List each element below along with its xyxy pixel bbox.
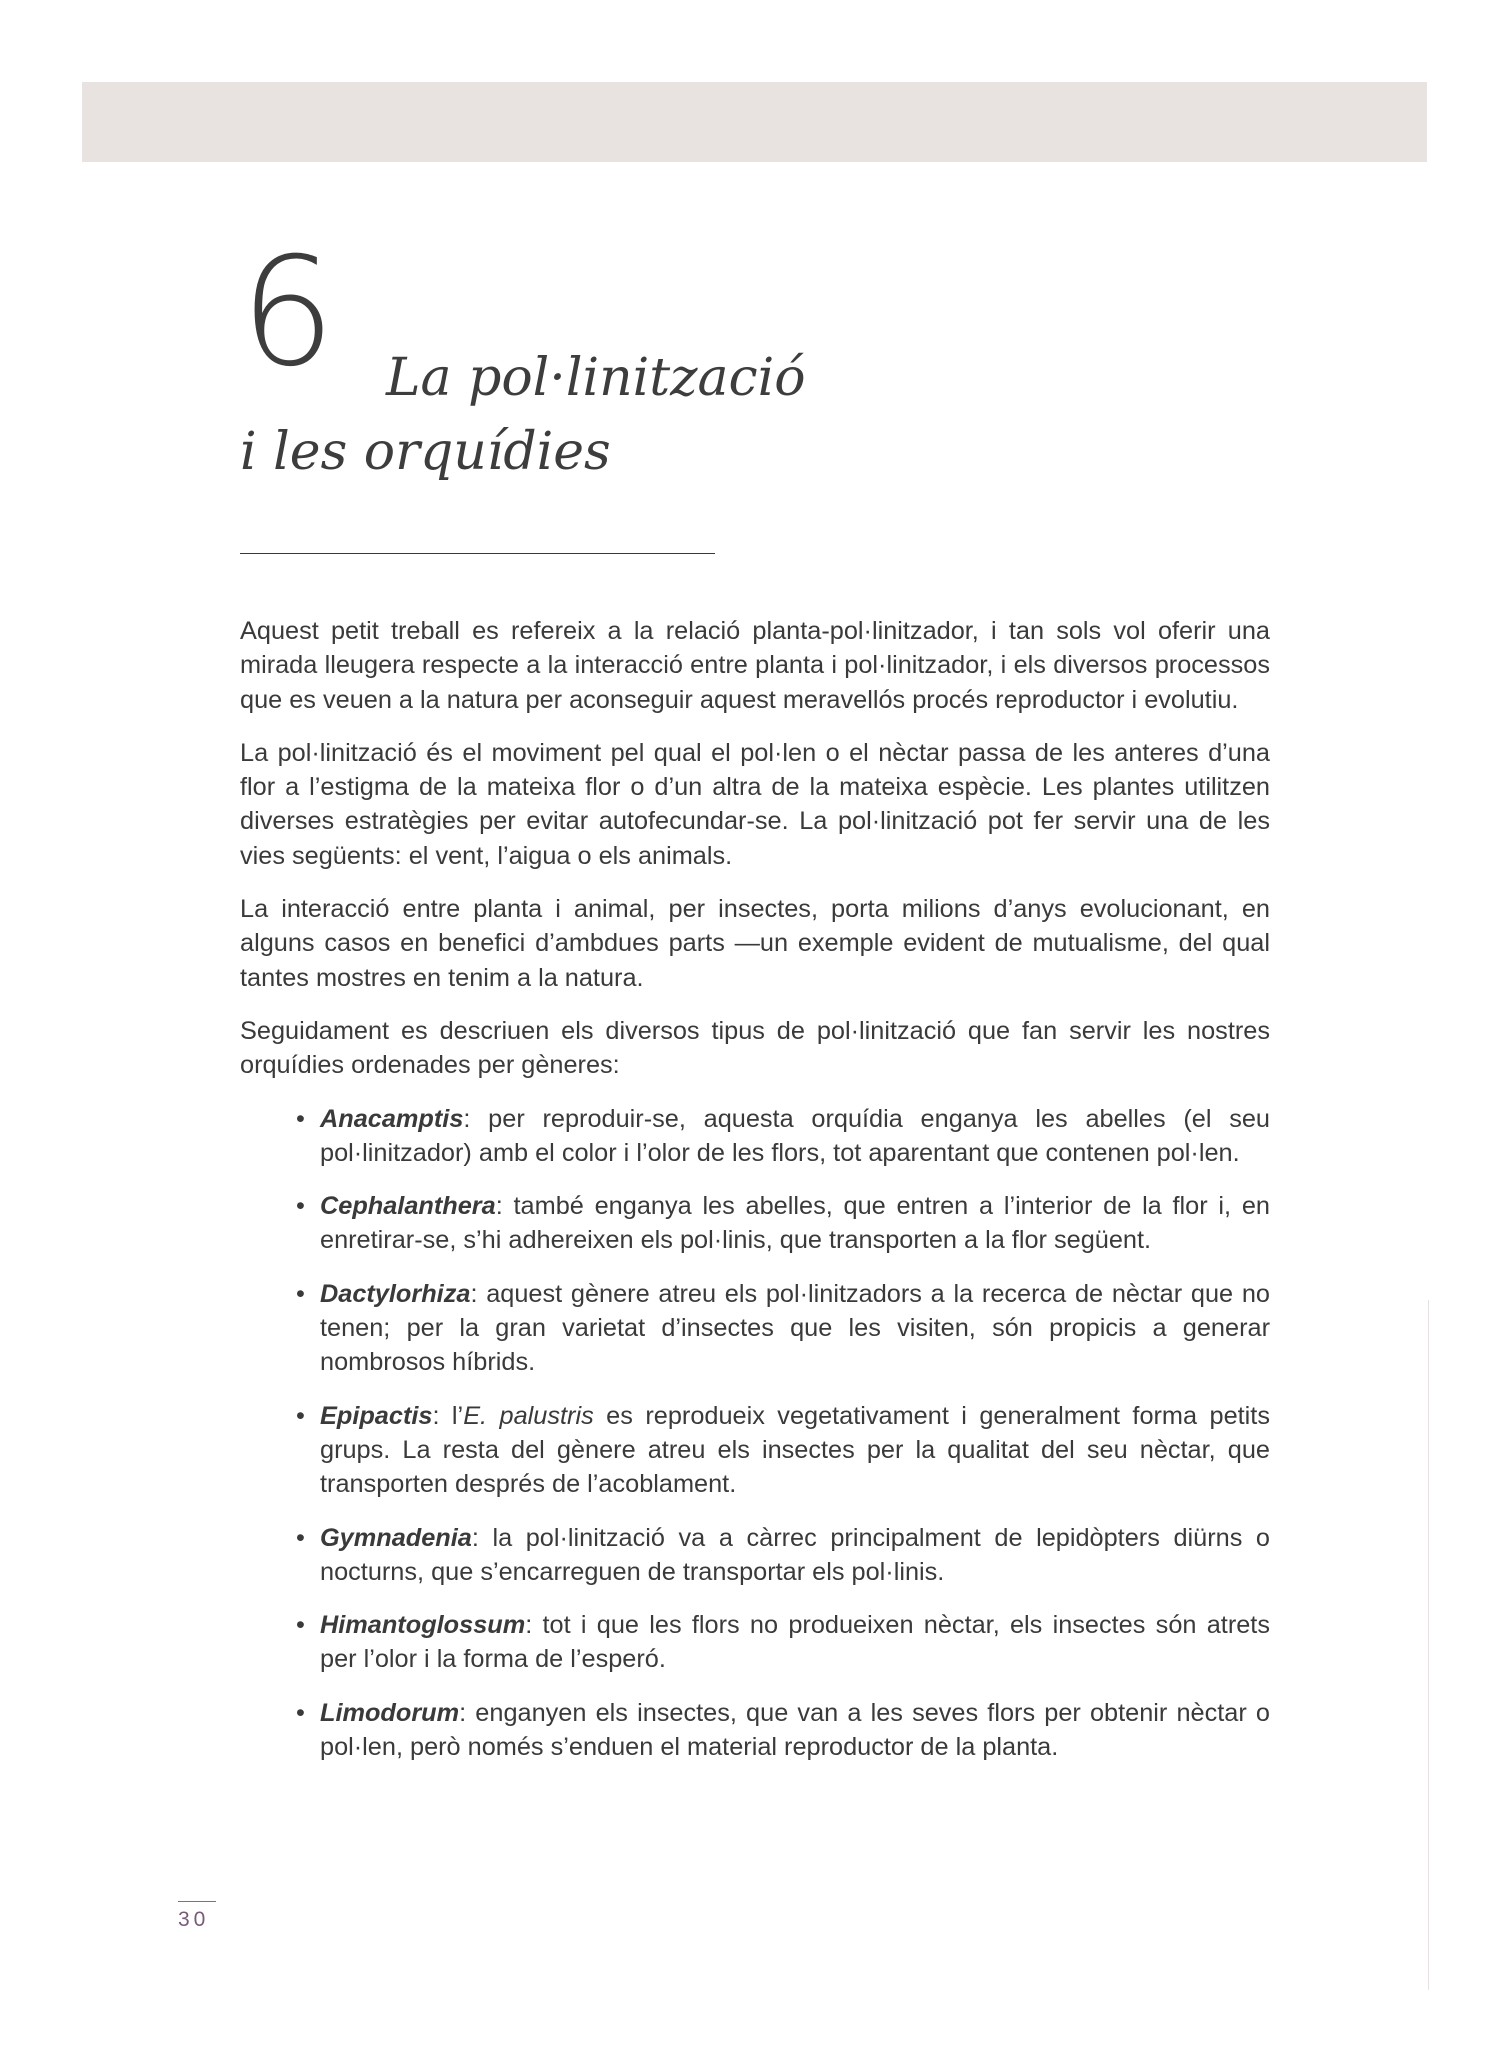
genus-name: Himantoglossum xyxy=(320,1611,526,1640)
genus-description: : per reproduir-se, aquesta orquídia enganya les abelles (el seu pol·linitzador) amb el color i l’olor de les flors, tot aparentant que contenen pol·len. xyxy=(320,1104,1270,1167)
list-item xyxy=(296,1189,1270,1258)
bullet-icon: • xyxy=(296,1523,305,1552)
genus-name: Cephalanthera xyxy=(320,1192,496,1221)
definition-paragraph: La pol·linització és el moviment pel qual el pol·len o el nèctar passa de les anteres d’una flor a l’estigma de la mateixa flor o d’un altra de la mateixa espècie. Les plantes utilitzen diverses estratègies per evitar autofecundar-se. La pol·linització pot fer servir una de les vies següents: el vent, l’aigua o els animals. xyxy=(240,738,1270,870)
chapter-number: 6 xyxy=(240,226,334,400)
genus-description: : també enganya les abelles, que entren a l’interior de la flor i, en enretirar-se, s’hi adhereixen els pol·linis, que transporten a la flor següent. xyxy=(320,1192,1270,1255)
genus-description: es reprodueix vegetativament i generalment forma petits grups. La resta del gènere atreu els insectes per la qualitat del seu nèctar, que transporten després de l’acoblament. xyxy=(320,1401,1270,1499)
genus-description: : enganyen els insectes, que van a les seves flors per obtenir nèctar o pol·len, però només s’enduen el material reproductor de la planta. xyxy=(320,1698,1270,1762)
genus-name: Limodorum xyxy=(320,1698,460,1727)
bullet-icon: • xyxy=(296,1279,305,1308)
margin-rule xyxy=(1428,1300,1429,1990)
genus-name: Gymnadenia xyxy=(320,1523,472,1552)
page-number: 30 xyxy=(178,1908,210,1931)
bullet-icon: • xyxy=(296,1698,305,1727)
list-item xyxy=(296,1696,1270,1765)
header-band xyxy=(82,82,1427,162)
chapter-title-line1: La pol·linització xyxy=(386,348,806,408)
list-item xyxy=(296,1102,1270,1171)
species-name: E. palustris xyxy=(463,1401,594,1430)
list-item xyxy=(296,1521,1270,1590)
title-underline xyxy=(240,553,715,554)
bullet-icon: • xyxy=(296,1401,305,1430)
genus-name: Epipactis xyxy=(320,1401,433,1430)
genus-description: : tot i que les flors no produeixen nèctar, els insectes són atrets per l’olor i la forma de l’esperó. xyxy=(320,1611,1270,1674)
bullet-icon: • xyxy=(296,1192,305,1221)
genera-list xyxy=(240,1102,1270,1765)
intro-paragraph: Aquest petit treball es refereix a la relació planta-pol·linitzador, i tan sols vol oferir una mirada lleugera respecte a la interacció entre planta i pol·linitzador, i els diversos processos que es veuen a la natura per aconseguir aquest meravellós procés reproductor i evolutiu. xyxy=(240,617,1270,714)
genera-intro-paragraph: Seguidament es descriuen els diversos tipus de pol·linització que fan servir les nostres orquídies ordenades per gèneres: xyxy=(240,1016,1270,1080)
genus-description: : la pol·linització va a càrrec principalment de lepidòpters diürns o nocturns, que s’encarreguen de transportar els pol·linis. xyxy=(320,1523,1270,1586)
chapter-body xyxy=(240,614,1270,1783)
genus-name: Anacamptis xyxy=(320,1104,464,1133)
genus-name: Dactylorhiza xyxy=(320,1279,471,1308)
genus-description-prefix: : l’ xyxy=(432,1401,464,1430)
list-item xyxy=(296,1399,1270,1502)
chapter-title-line2: i les orquídies xyxy=(240,422,611,482)
bullet-icon: • xyxy=(296,1104,305,1133)
list-item xyxy=(296,1277,1270,1380)
genus-description: : aquest gènere atreu els pol·linitzadors a la recerca de nèctar que no tenen; per la gran varietat d’insectes que les visiten, són propicis a generar nombrosos híbrids. xyxy=(320,1279,1270,1377)
page-number-rule xyxy=(178,1901,216,1902)
interaction-paragraph: La interacció entre planta i animal, per insectes, porta milions d’anys evolucionant, en alguns casos en benefici d’ambdues parts —un exemple evident de mutualisme, del qual tantes mostres en tenim a la natura. xyxy=(240,895,1270,992)
list-item xyxy=(296,1608,1270,1677)
bullet-icon: • xyxy=(296,1611,305,1640)
